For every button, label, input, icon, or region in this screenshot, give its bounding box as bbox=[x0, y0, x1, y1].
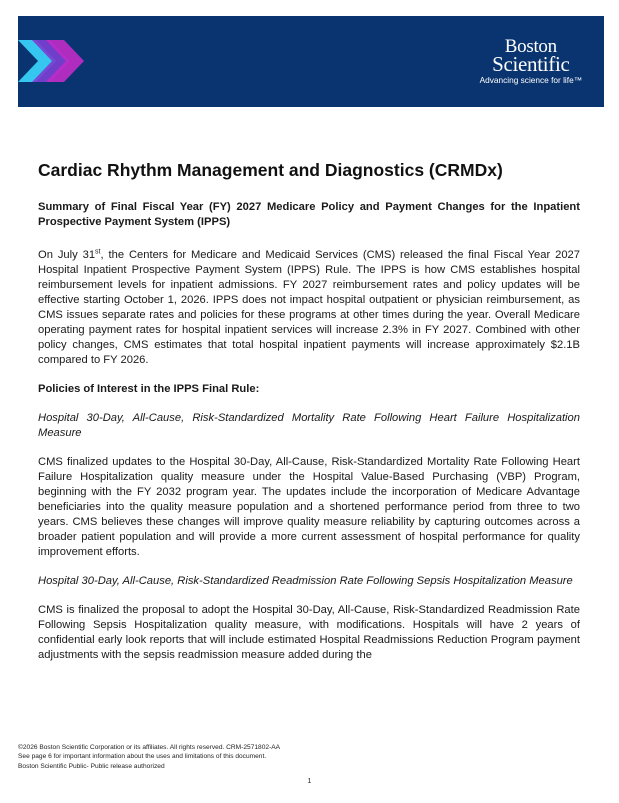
section-heading-readmission: Hospital 30-Day, All-Cause, Risk-Standardized Readmission Rate Following Sepsis Hospitalization Measure bbox=[38, 575, 573, 587]
intro-superscript: st bbox=[95, 248, 101, 256]
logo-line-boston: Boston bbox=[504, 36, 557, 57]
footer-classification: Boston Scientific Public- Public release authorized bbox=[18, 762, 165, 770]
intro-text-start: On July 31 bbox=[38, 249, 96, 261]
logo-tagline: Advancing science for life™ bbox=[479, 75, 582, 85]
section-heading-mortality: Hospital 30-Day, All-Cause, Risk-Standardized Mortality Rate Following Heart Failure Hospitalization Measure bbox=[38, 412, 580, 439]
footer bbox=[18, 743, 604, 771]
policies-heading: Policies of Interest in the IPPS Final Rule: bbox=[38, 383, 260, 395]
section-body-readmission: CMS is finalized the proposal to adopt the Hospital 30-Day, All-Cause, Risk-Standardized Readmission Rate Following Sepsis Hospitalization quality measure, with modifications. Hospitals will have 2 years of confidential early look reports that will include estimated Hospital Readmissions Reduction Program payment adjustments with the sepsis readmission measure added during the bbox=[38, 604, 580, 661]
document-title: Cardiac Rhythm Management and Diagnostics (CRMDx) bbox=[38, 160, 503, 180]
intro-paragraph bbox=[38, 248, 580, 368]
brand-chevron-arrows-icon bbox=[18, 40, 88, 82]
document-body bbox=[38, 160, 580, 663]
header-banner bbox=[18, 16, 604, 107]
summary-heading: Summary of Final Fiscal Year (FY) 2027 Medicare Policy and Payment Changes for the Inpatient Prospective Payment System (IPPS) bbox=[38, 201, 580, 228]
intro-text-rest: , the Centers for Medicare and Medicaid Services (CMS) released the final Fiscal Year 2027 Hospital Inpatient Prospective Payment System (IPPS) Rule. The IPPS is how CMS establishes hospital reimbursement levels for inpatient admissions. FY 2027 reimbursement rates and policy updates will be effective starting October 1, 2026. IPPS does not impact hospital outpatient or physician reimbursement, as CMS issues separate rates and policies for these programs at other times during the year. Overall Medicare operating payment rates for hospital inpatient services will increase 2.3% in FY 2027. Combined with other policy changes, CMS estimates that total hospital inpatient payments will increase approximately $2.1B compared to FY 2026. bbox=[38, 249, 580, 366]
footer-copyright: ©2026 Boston Scientific Corporation or its affiliates. All rights reserved. CRM-2571802-AA bbox=[18, 744, 281, 751]
section-body-mortality: CMS finalized updates to the Hospital 30-Day, All-Cause, Risk-Standardized Mortality Rate Following Heart Failure Hospitalization quality measure under the Hospital Value-Based Purchasing (VBP) Program, beginning with the FY 2032 program year. The updates include the incorporation of Medicare Advantage beneficiaries into the quality measure population and a shortened performance period from three to two years. CMS believes these changes will improve quality measure reliability by capturing outcomes across a broader patient population and will provide a more current assessment of hospital performance for quality improvement efforts. bbox=[38, 456, 580, 558]
logo-line-scientific: Scientific bbox=[492, 52, 570, 76]
footer-usage-note: See page 6 for important information about the uses and limitations of this document. bbox=[18, 753, 267, 761]
page-number: 1 bbox=[307, 778, 312, 785]
boston-scientific-logo bbox=[480, 38, 582, 86]
